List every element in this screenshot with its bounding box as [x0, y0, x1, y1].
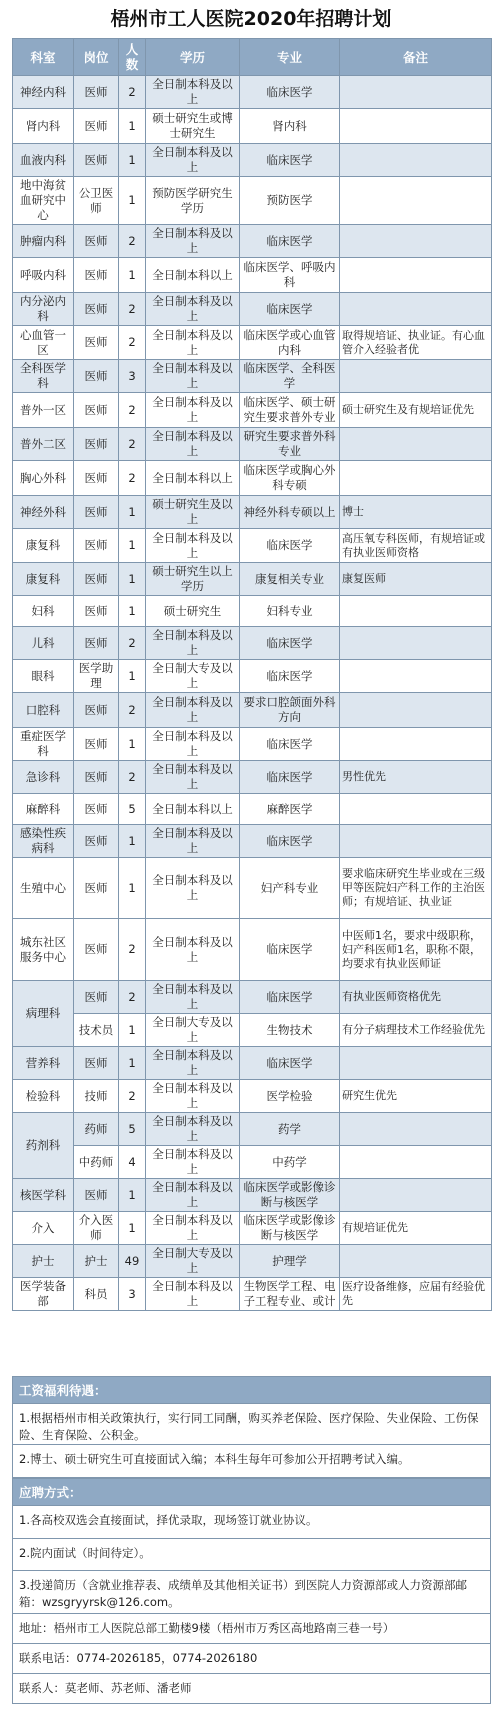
note-cell: [340, 1245, 492, 1278]
count-cell: 1: [119, 728, 146, 761]
table-row: [13, 1179, 492, 1212]
count-cell: 3: [119, 1278, 146, 1311]
table-row: [13, 1146, 492, 1179]
table-row: [13, 1014, 492, 1047]
note-cell: [340, 109, 492, 144]
education-cell: 全日制本科及以上: [146, 1113, 240, 1146]
education-cell: 全日制本科及以上: [146, 428, 240, 461]
table-row: [13, 144, 492, 177]
dept-cell: 内分泌内科: [13, 293, 74, 326]
position-cell: 公卫医师: [74, 177, 119, 225]
dept-cell: 呼吸内科: [13, 258, 74, 293]
education-cell: 全日制本科及以上: [146, 529, 240, 563]
position-cell: 医师: [74, 1179, 119, 1212]
count-cell: 2: [119, 76, 146, 109]
note-cell: 康复医师: [340, 563, 492, 596]
dept-cell: 胸心外科: [13, 461, 74, 496]
count-cell: 1: [119, 858, 146, 919]
position-cell: 医师: [74, 693, 119, 728]
count-cell: 2: [119, 627, 146, 660]
count-cell: 2: [119, 761, 146, 794]
education-cell: 全日制本科及以上: [146, 76, 240, 109]
major-cell: 药学: [240, 1113, 340, 1146]
count-cell: 1: [119, 144, 146, 177]
count-cell: 2: [119, 428, 146, 461]
dept-cell: 心血管一区: [13, 326, 74, 360]
count-cell: 49: [119, 1245, 146, 1278]
major-cell: 临床医学或影像诊断与核医学: [240, 1179, 340, 1212]
note-cell: [340, 1146, 492, 1179]
major-cell: 临床医学或影像诊断与核医学: [240, 1212, 340, 1245]
dept-cell: 儿科: [13, 627, 74, 660]
education-cell: 全日制本科及以上: [146, 293, 240, 326]
table-row: [13, 461, 492, 496]
count-cell: 4: [119, 1146, 146, 1179]
position-cell: 介入医师: [74, 1212, 119, 1245]
position-cell: 医师: [74, 496, 119, 529]
position-cell: 技师: [74, 1080, 119, 1113]
note-cell: 研究生优先: [340, 1080, 492, 1113]
note-cell: [340, 693, 492, 728]
table-header-row: [13, 39, 492, 76]
table-row: [13, 627, 492, 660]
dept-cell: 感染性疾病科: [13, 825, 74, 858]
dept-cell: 检验科: [13, 1080, 74, 1113]
table-row: [13, 825, 492, 858]
dept-cell: 病理科: [13, 981, 74, 1047]
dept-cell: 眼科: [13, 660, 74, 693]
major-cell: 医学检验: [240, 1080, 340, 1113]
note-cell: [340, 461, 492, 496]
table-row: [13, 858, 492, 919]
position-cell: 医师: [74, 428, 119, 461]
position-cell: 医师: [74, 858, 119, 919]
major-cell: 临床医学、全科医学: [240, 360, 340, 393]
table-row: [13, 428, 492, 461]
position-cell: 技术员: [74, 1014, 119, 1047]
count-cell: 1: [119, 177, 146, 225]
table-row: [13, 177, 492, 225]
dept-cell: 妇科: [13, 596, 74, 627]
major-cell: 临床医学或心血管内科: [240, 326, 340, 360]
table-row: [13, 109, 492, 144]
dept-cell: 肾内科: [13, 109, 74, 144]
major-cell: 临床医学: [240, 293, 340, 326]
note-cell: [340, 794, 492, 825]
education-cell: 全日制大专及以上: [146, 1245, 240, 1278]
education-cell: 全日制本科以上: [146, 794, 240, 825]
table-row: [13, 225, 492, 258]
position-cell: 医师: [74, 258, 119, 293]
education-cell: 全日制本科及以上: [146, 728, 240, 761]
table-row: [13, 1245, 492, 1278]
education-cell: 全日制本科及以上: [146, 144, 240, 177]
note-cell: [340, 596, 492, 627]
contact: 联系人：莫老师、苏老师、潘老师: [12, 1674, 491, 1704]
major-cell: 临床医学: [240, 728, 340, 761]
dept-cell: 血液内科: [13, 144, 74, 177]
note-cell: 男性优先: [340, 761, 492, 794]
note-cell: [340, 660, 492, 693]
table-row: [13, 693, 492, 728]
dept-cell: 生殖中心: [13, 858, 74, 919]
count-cell: 1: [119, 258, 146, 293]
recruitment-table: [12, 38, 492, 1311]
education-cell: 全日制大专及以上: [146, 1014, 240, 1047]
dept-cell: 急诊科: [13, 761, 74, 794]
dept-cell: 神经外科: [13, 496, 74, 529]
education-cell: 全日制本科及以上: [146, 225, 240, 258]
table-body: [13, 76, 492, 1311]
count-cell: 1: [119, 1047, 146, 1080]
education-cell: 全日制本科及以上: [146, 1212, 240, 1245]
education-cell: 全日制本科及以上: [146, 1146, 240, 1179]
note-cell: 有规培证优先: [340, 1212, 492, 1245]
education-cell: 全日制本科及以上: [146, 360, 240, 393]
count-cell: 1: [119, 660, 146, 693]
position-cell: 医师: [74, 529, 119, 563]
header-dept: 科室: [13, 39, 74, 76]
page-title: 梧州市工人医院2020年招聘计划: [110, 8, 392, 30]
dept-cell: 城东社区服务中心: [13, 919, 74, 981]
major-cell: 康复相关专业: [240, 563, 340, 596]
count-cell: 2: [119, 293, 146, 326]
major-cell: 临床医学: [240, 144, 340, 177]
position-cell: 药师: [74, 1113, 119, 1146]
dept-cell: 重症医学科: [13, 728, 74, 761]
table-row: [13, 981, 492, 1014]
major-cell: 临床医学: [240, 919, 340, 981]
note-cell: 高压氧专科医师，有规培证或有执业医师资格: [340, 529, 492, 563]
position-cell: 医师: [74, 293, 119, 326]
major-cell: 麻醉医学: [240, 794, 340, 825]
note-cell: 取得规培证、执业证。有心血管介入经验者优: [340, 326, 492, 360]
table-row: [13, 1212, 492, 1245]
major-cell: 临床医学: [240, 1047, 340, 1080]
position-cell: 医师: [74, 76, 119, 109]
major-cell: 妇产科专业: [240, 858, 340, 919]
education-cell: 硕士研究生及以上: [146, 496, 240, 529]
position-cell: 医学助理: [74, 660, 119, 693]
education-cell: 全日制本科及以上: [146, 1080, 240, 1113]
welfare-heading: 工资福利待遇：: [12, 1376, 491, 1404]
position-cell: 医师: [74, 794, 119, 825]
education-cell: 全日制本科及以上: [146, 858, 240, 919]
table-row: [13, 761, 492, 794]
dept-cell: 地中海贫血研究中心: [13, 177, 74, 225]
note-cell: [340, 728, 492, 761]
education-cell: 全日制本科及以上: [146, 326, 240, 360]
major-cell: 临床医学: [240, 981, 340, 1014]
position-cell: 医师: [74, 144, 119, 177]
major-cell: 临床医学: [240, 225, 340, 258]
note-cell: 有执业医师资格优先: [340, 981, 492, 1014]
header-note: 备注: [340, 39, 492, 76]
position-cell: 医师: [74, 627, 119, 660]
table-row: [13, 919, 492, 981]
table-row: [13, 258, 492, 293]
education-cell: 全日制本科及以上: [146, 1047, 240, 1080]
dept-cell: 普外二区: [13, 428, 74, 461]
position-cell: 医师: [74, 825, 119, 858]
table-row: [13, 393, 492, 428]
position-cell: 医师: [74, 981, 119, 1014]
apply-item-1: 1.各高校双选会直接面试，择优录取，现场签订就业协议。: [12, 1506, 491, 1539]
table-row: [13, 76, 492, 109]
position-cell: 护士: [74, 1245, 119, 1278]
note-cell: [340, 627, 492, 660]
count-cell: 2: [119, 1080, 146, 1113]
position-cell: 医师: [74, 728, 119, 761]
major-cell: 临床医学: [240, 627, 340, 660]
education-cell: 全日制本科及以上: [146, 1278, 240, 1311]
count-cell: 1: [119, 496, 146, 529]
note-cell: [340, 76, 492, 109]
education-cell: 预防医学研究生学历: [146, 177, 240, 225]
note-cell: 要求临床研究生毕业或在三级甲等医院妇产科工作的主治医师；有规培证、执业证: [340, 858, 492, 919]
note-cell: 有分子病理技术工作经验优先: [340, 1014, 492, 1047]
major-cell: 要求口腔颌面外科方向: [240, 693, 340, 728]
table-row: [13, 529, 492, 563]
table-row: [13, 660, 492, 693]
note-cell: [340, 144, 492, 177]
education-cell: 全日制本科及以上: [146, 761, 240, 794]
table-row: [13, 1047, 492, 1080]
header-position: 岗位: [74, 39, 119, 76]
count-cell: 1: [119, 529, 146, 563]
position-cell: 医师: [74, 393, 119, 428]
major-cell: 临床医学: [240, 825, 340, 858]
position-cell: 医师: [74, 1047, 119, 1080]
education-cell: 全日制本科及以上: [146, 981, 240, 1014]
education-cell: 硕士研究生: [146, 596, 240, 627]
position-cell: 医师: [74, 109, 119, 144]
education-cell: 全日制本科以上: [146, 258, 240, 293]
count-cell: 2: [119, 981, 146, 1014]
major-cell: 肾内科: [240, 109, 340, 144]
position-cell: 医师: [74, 596, 119, 627]
note-cell: [340, 225, 492, 258]
apply-item-2: 2.院内面试（时间待定）。: [12, 1539, 491, 1571]
note-cell: 中医师1名，要求中级职称，妇产科医师1名，职称不限，均要求有执业医师证: [340, 919, 492, 981]
education-cell: 全日制本科及以上: [146, 919, 240, 981]
welfare-item-1: 1.根据梧州市相关政策执行，实行同工同酬，购买养老保险、医疗保险、失业保险、工伤保险、生育保险、公积金。: [12, 1404, 491, 1445]
dept-cell: 麻醉科: [13, 794, 74, 825]
table-row: [13, 1278, 492, 1311]
position-cell: 医师: [74, 761, 119, 794]
count-cell: 2: [119, 326, 146, 360]
position-cell: 医师: [74, 461, 119, 496]
dept-cell: 护士: [13, 1245, 74, 1278]
table-row: [13, 1113, 492, 1146]
dept-cell: 口腔科: [13, 693, 74, 728]
apply-heading: 应聘方式：: [12, 1478, 491, 1506]
count-cell: 1: [119, 596, 146, 627]
dept-cell: 医学装备部: [13, 1278, 74, 1311]
dept-cell: 普外一区: [13, 393, 74, 428]
header-education: 学历: [146, 39, 240, 76]
phone: 联系电话：0774-2026185，0774-2026180: [12, 1644, 491, 1674]
major-cell: 临床医学: [240, 529, 340, 563]
dept-cell: 全科医学科: [13, 360, 74, 393]
major-cell: 护理学: [240, 1245, 340, 1278]
major-cell: 预防医学: [240, 177, 340, 225]
count-cell: 5: [119, 1113, 146, 1146]
major-cell: 中药学: [240, 1146, 340, 1179]
note-cell: 硕士研究生及有规培证优先: [340, 393, 492, 428]
count-cell: 1: [119, 1014, 146, 1047]
education-cell: 全日制本科及以上: [146, 627, 240, 660]
dept-cell: 康复科: [13, 529, 74, 563]
address: 地址：梧州市工人医院总部工勤楼9楼（梧州市万秀区高地路南三巷一号）: [12, 1614, 491, 1644]
position-cell: 医师: [74, 360, 119, 393]
note-cell: [340, 360, 492, 393]
dept-cell: 核医学科: [13, 1179, 74, 1212]
major-cell: 临床医学或胸心外科专硕: [240, 461, 340, 496]
major-cell: 神经外科专硕以上: [240, 496, 340, 529]
dept-cell: 神经内科: [13, 76, 74, 109]
major-cell: 妇科专业: [240, 596, 340, 627]
major-cell: 生物医学工程、电子工程专业、或计: [240, 1278, 340, 1311]
count-cell: 1: [119, 109, 146, 144]
dept-cell: 营养科: [13, 1047, 74, 1080]
count-cell: 2: [119, 461, 146, 496]
major-cell: 临床医学: [240, 76, 340, 109]
note-cell: 医疗设备维修，应届有经验优先: [340, 1278, 492, 1311]
info-section: [12, 1376, 491, 1704]
note-cell: [340, 258, 492, 293]
dept-cell: 康复科: [13, 563, 74, 596]
table-row: [13, 596, 492, 627]
header-count: 人数: [119, 39, 146, 76]
education-cell: 全日制本科以上: [146, 461, 240, 496]
note-cell: [340, 1113, 492, 1146]
education-cell: 硕士研究生或博士研究生: [146, 109, 240, 144]
position-cell: 中药师: [74, 1146, 119, 1179]
count-cell: 1: [119, 1179, 146, 1212]
dept-cell: 肿瘤内科: [13, 225, 74, 258]
table-row: [13, 326, 492, 360]
count-cell: 2: [119, 225, 146, 258]
note-cell: [340, 293, 492, 326]
count-cell: 1: [119, 1212, 146, 1245]
note-cell: [340, 825, 492, 858]
education-cell: 全日制本科及以上: [146, 1179, 240, 1212]
position-cell: 科员: [74, 1278, 119, 1311]
note-cell: [340, 1047, 492, 1080]
welfare-item-2: 2.博士、硕士研究生可直接面试入编；本科生每年可参加公开招聘考试入编。: [12, 1445, 491, 1478]
position-cell: 医师: [74, 326, 119, 360]
note-cell: [340, 1179, 492, 1212]
table-row: [13, 360, 492, 393]
dept-cell: 介入: [13, 1212, 74, 1245]
apply-item-3: 3.投递简历（含就业推荐表、成绩单及其他相关证书）到医院人力资源部或人力资源部邮箱：wzsgryyrsk@126.com。: [12, 1571, 491, 1614]
major-cell: 临床医学、呼吸内科: [240, 258, 340, 293]
note-cell: [340, 428, 492, 461]
count-cell: 3: [119, 360, 146, 393]
count-cell: 5: [119, 794, 146, 825]
table-row: [13, 293, 492, 326]
education-cell: 全日制大专及以上: [146, 660, 240, 693]
major-cell: 临床医学: [240, 761, 340, 794]
note-cell: [340, 177, 492, 225]
count-cell: 2: [119, 393, 146, 428]
count-cell: 2: [119, 693, 146, 728]
education-cell: 全日制本科及以上: [146, 693, 240, 728]
dept-cell: 药剂科: [13, 1113, 74, 1179]
major-cell: 生物技术: [240, 1014, 340, 1047]
header-major: 专业: [240, 39, 340, 76]
major-cell: 临床医学、硕士研究生要求普外专业: [240, 393, 340, 428]
count-cell: 1: [119, 825, 146, 858]
count-cell: 2: [119, 919, 146, 981]
education-cell: 硕士研究生以上学历: [146, 563, 240, 596]
table-row: [13, 496, 492, 529]
education-cell: 全日制本科及以上: [146, 393, 240, 428]
major-cell: 研究生要求普外科专业: [240, 428, 340, 461]
table-row: [13, 1080, 492, 1113]
position-cell: 医师: [74, 919, 119, 981]
position-cell: 医师: [74, 225, 119, 258]
education-cell: 全日制本科及以上: [146, 825, 240, 858]
table-row: [13, 563, 492, 596]
count-cell: 1: [119, 563, 146, 596]
table-row: [13, 794, 492, 825]
major-cell: 临床医学: [240, 660, 340, 693]
table-row: [13, 728, 492, 761]
note-cell: 博士: [340, 496, 492, 529]
position-cell: 医师: [74, 563, 119, 596]
